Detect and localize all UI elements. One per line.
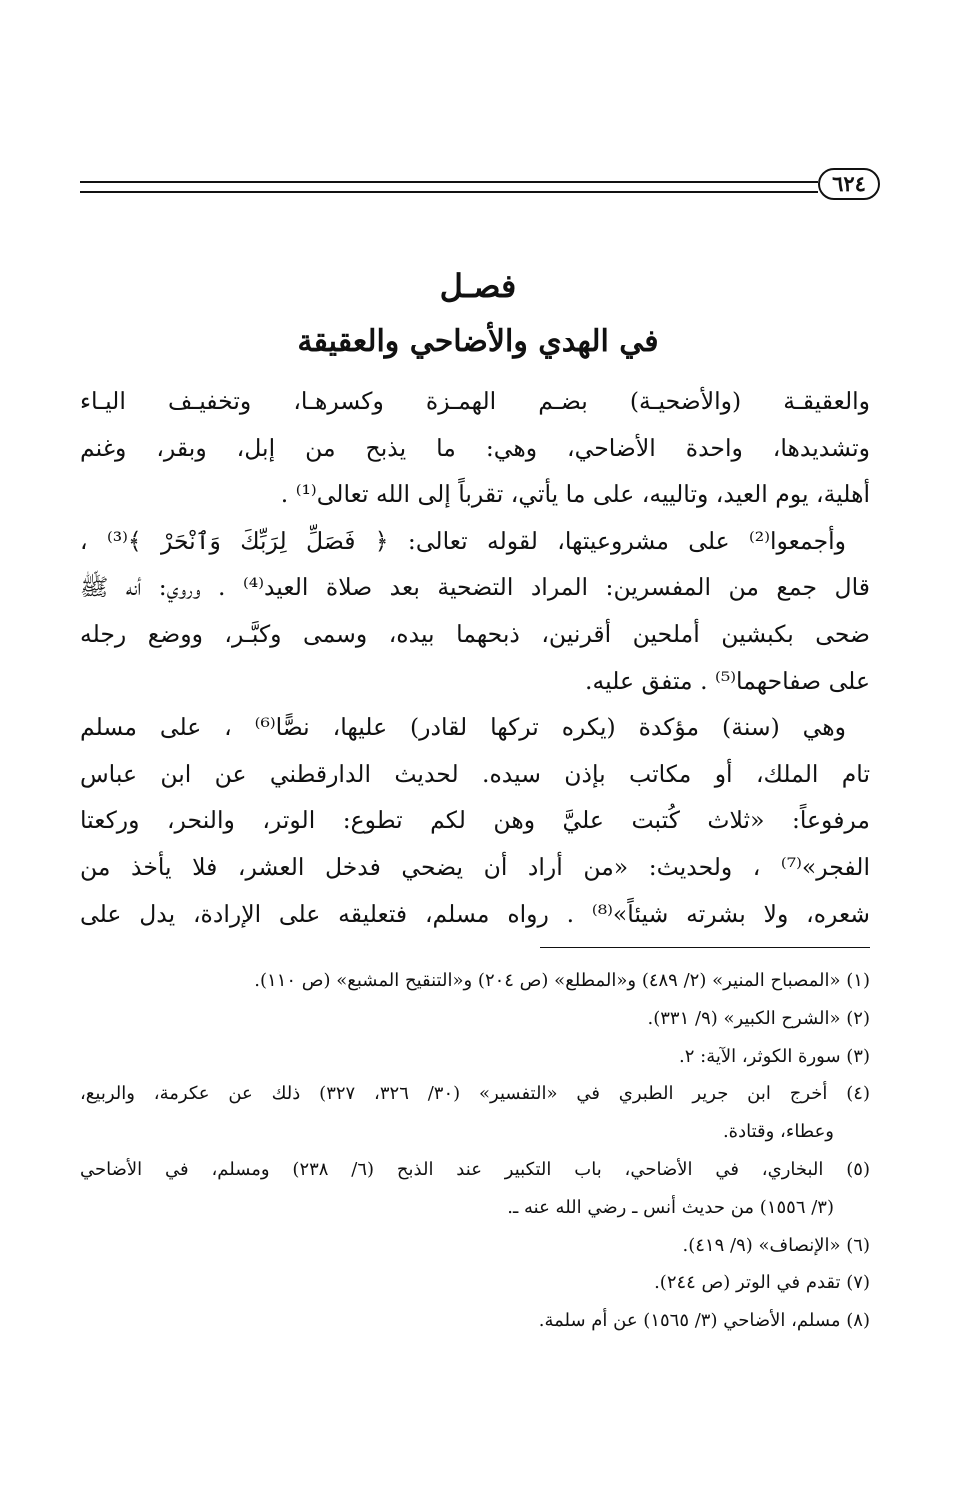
body-line: قال جمع من المفسرين: المراد التضحية بعد صلاة العيد⁽⁴⁾ . وروي: أنه ﷺ [80,573,870,602]
footnote-line: (٣/ ١٥٥٦) من حديث أنس ـ رضي الله عنه ـ. [507,1196,834,1218]
footnote-line: (٧) تقدم في الوتر (ص ٢٤٤). [654,1272,870,1294]
body-line: وهي (سنة) مؤكدة (يكره تركها لقادر) عليها، نصًّا⁽⁶⁾ ، على مسلم [80,713,846,742]
page-header [80,166,880,206]
footnote-line: (٦) «الإنصاف» (٩/ ٤١٩). [682,1234,870,1256]
footnotes [80,962,870,1340]
body-text [80,378,870,937]
body-line: أهلية، يوم العيد، وتالييه، على ما يأتي، تقرباً إلى الله تعالى⁽¹⁾ . [280,480,870,509]
section-label: فصـل [439,267,517,305]
body-line: تام الملك، أو مكاتب بإذن سيده. لحديث الدارقطني عن ابن عباس [80,759,870,788]
body-line: ضحى بكبشين أملحين أقرنين، ذبحهما بيده، وسمى وكبَّـر، ووضع رجله [80,619,870,648]
body-line: وأجمعوا⁽²⁾ على مشروعيتها، لقوله تعالى: ﴿ فَصَلِّ لِرَبِّكَ وَٱنْحَرْ ﴾⁽³⁾ ، [80,526,846,555]
body-line: وتشديدها، واحدة الأضاحي، وهي: ما يذبح من إبل، وبقر، وغنم [80,433,870,462]
body-line: مرفوعاً: «ثلاث كُتبت عليَّ وهن لكم تطوع: الوتر، والنحر، وركعتا [80,806,870,835]
body-line: الفجر»⁽⁷⁾ ، ولحديث: «من أراد أن يضحي فدخل العشر، فلا يأخذ من [80,852,870,881]
body-line: على صفاحهما⁽⁵⁾ . متفق عليه. [585,666,870,695]
footnote-line: (٢) «الشرح الكبير» (٩/ ٣٣١). [647,1007,870,1029]
footnote-separator [540,947,870,948]
page-number: ٦٢٤ [818,168,880,200]
footnote-line: (٣) سورة الكوثر، الآية: ٢. [679,1045,870,1067]
body-line: شعره، ولا بشرته شيئاً»⁽⁸⁾ . رواه مسلم، فتعليقه على الإرادة، يدل على [80,899,870,928]
body-line: والعقيقـة (والأضحيـة) بضـم الهمـزة وكسرهـا، وتخفيـف اليـاء [80,387,870,415]
footnote-line: (٨) مسلم، الأضاحي (٣/ ١٥٦٥) عن أم سلمة. [538,1310,870,1332]
footnote-line: وعطاء، وقتادة. [722,1121,834,1143]
section-title: في الهدي والأضاحي والعقيقة [297,324,659,359]
footnote-line: (١) «المصباح المنير» (٢/ ٤٨٩) و«المطلع» (ص ٢٠٤) و«التنقيح المشبع» (ص ١١٠). [254,970,870,991]
footnote-line: (٥) البخاري، في الأضاحي، باب التكبير عند الذبح (٦/ ٢٣٨) ومسلم، في الأضاحي [80,1158,870,1180]
header-double-rule [80,181,818,193]
footnote-line: (٤) أخرج ابن جرير الطبري في «التفسير» (٣٠/ ٣٢٦، ٣٢٧) ذلك عن عكرمة، والربيع، [80,1083,870,1105]
